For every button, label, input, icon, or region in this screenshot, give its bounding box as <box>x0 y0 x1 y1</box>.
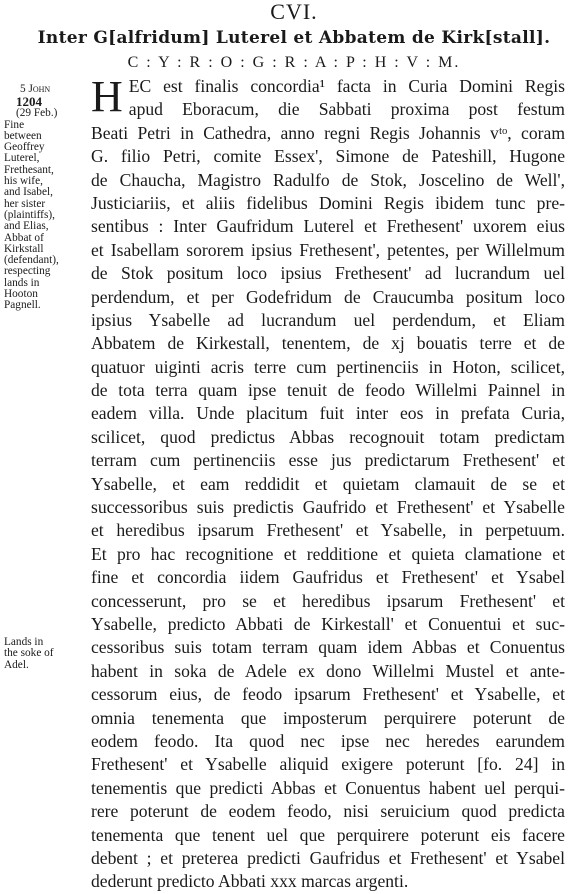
margin-summary-line: and Elias, <box>4 220 49 233</box>
margin-summary-line: (defendant), <box>4 254 59 267</box>
margin-summary-line: Frethesant, <box>4 163 54 176</box>
margin-date: (29 Feb.) <box>16 107 58 120</box>
margin-lands-line: Adel. <box>4 658 29 671</box>
body-line: sentibus : Inter Gaufridum Luterel et Frethesent' uxorem eius <box>91 216 565 237</box>
body-line: debent ; et preterea predicti Gaufridus et Frethesent' et Ysabel <box>91 847 565 868</box>
body-line: habent in soka de Adele ex dono Willelmi Mustel et ante- <box>91 660 565 681</box>
margin-summary-line: and Isabel, <box>4 186 53 199</box>
body-line: Abbatem de Kirkestall, tenentem, de xj bouatis terre et de <box>91 333 565 354</box>
body-line: G. filio Petri, comite Essex', Simone de Pateshill, Hugone <box>91 146 565 167</box>
body-line: cessorum eius, de feodo ipsarum Frethesent' et Ysabelle, et <box>91 684 565 705</box>
margin-lands-line: Lands in <box>4 636 44 648</box>
margin-summary-line: between <box>4 129 42 142</box>
body-line: Justiciariis, et aliis fidelibus Domini Regis ibidem tunc pre- <box>91 192 565 213</box>
body-line: apud Eboracum, die Sabbati proxima post festum <box>128 99 565 120</box>
margin-regnal-year: 5 John <box>20 83 51 95</box>
body-line: EC est finalis concordia¹ facta in Curia Domini Regis <box>128 76 565 96</box>
drop-cap: H <box>91 72 123 121</box>
margin-summary-line: his wife, <box>4 175 43 188</box>
body-line: de Stok positum loco ipsius Frethesent' ad lucrandum uel <box>91 263 565 284</box>
margin-year: 1204 <box>16 94 42 110</box>
body-line: Ysabelle, predicto Abbati de Kirkestall' et Conuentui et suc- <box>91 613 565 634</box>
body-lines <box>91 72 565 894</box>
margin-lands-line: the soke of <box>4 647 54 660</box>
margin-note-summary <box>4 84 82 312</box>
margin-summary-line: Pagnell. <box>4 299 41 312</box>
margin-summary-line: Geoffrey <box>4 141 45 154</box>
margin-summary-line: (plaintiffs), <box>4 208 55 221</box>
margin-summary-line: Luterel, <box>4 152 40 165</box>
body-line: de tota terra quam ipse tenuit de feodo Willelmi Painnel in <box>91 380 565 401</box>
body-line: scilicet, quod predictus Abbas recognouit totam predictam <box>91 426 565 447</box>
margin-summary-line: Abbat of <box>4 231 44 244</box>
margin-summary-line: her sister <box>4 197 46 210</box>
body-line: et heredibus ipsarum Frethesent' et Ysabelle, in perpetuum. <box>91 520 565 541</box>
charter-number: CVI. <box>270 0 318 24</box>
body-line: eadem villa. Unde placitum fuit inter eos in prefata Curia, <box>91 403 565 424</box>
body-line: concesserunt, pro se et heredibus ipsarum Frethesent' et <box>91 590 565 611</box>
body-line: terram cum pertinenciis esse jus predictarum Frethesent' et <box>91 450 565 471</box>
body-line: Beati Petri in Cathedra, anno regni Regis Johannis vᵗᵒ, coram <box>91 122 565 143</box>
margin-note-lands <box>4 637 82 671</box>
body-line: perdendum, et per Godefridum de Craucumba positum loco <box>91 286 565 307</box>
margin-summary-line: Kirkstall <box>4 242 44 255</box>
body-line: fine et concordia iidem Gaufridus et Frethesent' et Ysabel <box>91 567 565 588</box>
body-line: omnia tenementa que imposterum perquirere poterunt de <box>91 707 565 728</box>
body-line: Ysabelle, et eam reddidit et quietam clamauit de se et <box>91 473 565 494</box>
body-line: rere poterunt de eodem feodo, nisi seruicium quod predicta <box>91 801 565 822</box>
margin-summary-line: Hooton <box>4 288 38 301</box>
body-line: tenementa que tenent uel que perquirere poterunt eis facere <box>91 824 565 845</box>
body-line: Et pro hac recognitione et redditione et quieta clamatione et <box>91 543 565 564</box>
margin-summary-line: respecting <box>4 265 51 278</box>
body-line: Frethesent' et Ysabelle aliquid exigere poterunt [fo. 24] in <box>91 754 565 775</box>
margin-summary-line: Fine <box>4 118 25 131</box>
margin-summary-line: lands in <box>4 276 40 289</box>
charter-body <box>91 72 565 894</box>
margin-summary-lines <box>4 120 82 312</box>
charter-title: Inter G[alfridum] Luterel et Abbatem de Kirk[stall]. <box>37 28 551 48</box>
body-line: cessoribus suis totam terram quam idem Abbas et Conuentus <box>91 637 565 658</box>
body-line: quatuor uiginti acris terre cum pertinenciis in Hoton, scilicet, <box>91 356 565 377</box>
body-line: de Chaucha, Magistro Radulfo de Stok, Joscelino de Well', <box>91 169 565 190</box>
margin-lands-lines <box>4 637 82 671</box>
chirograph-line: C : Y : R : O : G : R : A : P : H : V : M. <box>127 54 461 71</box>
body-line: successoribus suis predictis Gaufrido et Frethesent' et Ysabelle <box>91 497 565 518</box>
body-line: et Isabellam sororem ipsius Frethesent', petentes, per Willelmum <box>91 239 565 260</box>
body-line: ipsius Ysabelle ad lucrandum uel perdendum, et Eliam <box>91 309 565 330</box>
body-line: dederunt predicto Abbati xxx marcas argenti. <box>91 871 409 892</box>
body-line: tenementis que predicti Abbas et Conuentus habent uel perqui- <box>91 777 565 798</box>
body-line: eodem feodo. Ita quod nec ipse nec heredes earundem <box>91 730 565 751</box>
